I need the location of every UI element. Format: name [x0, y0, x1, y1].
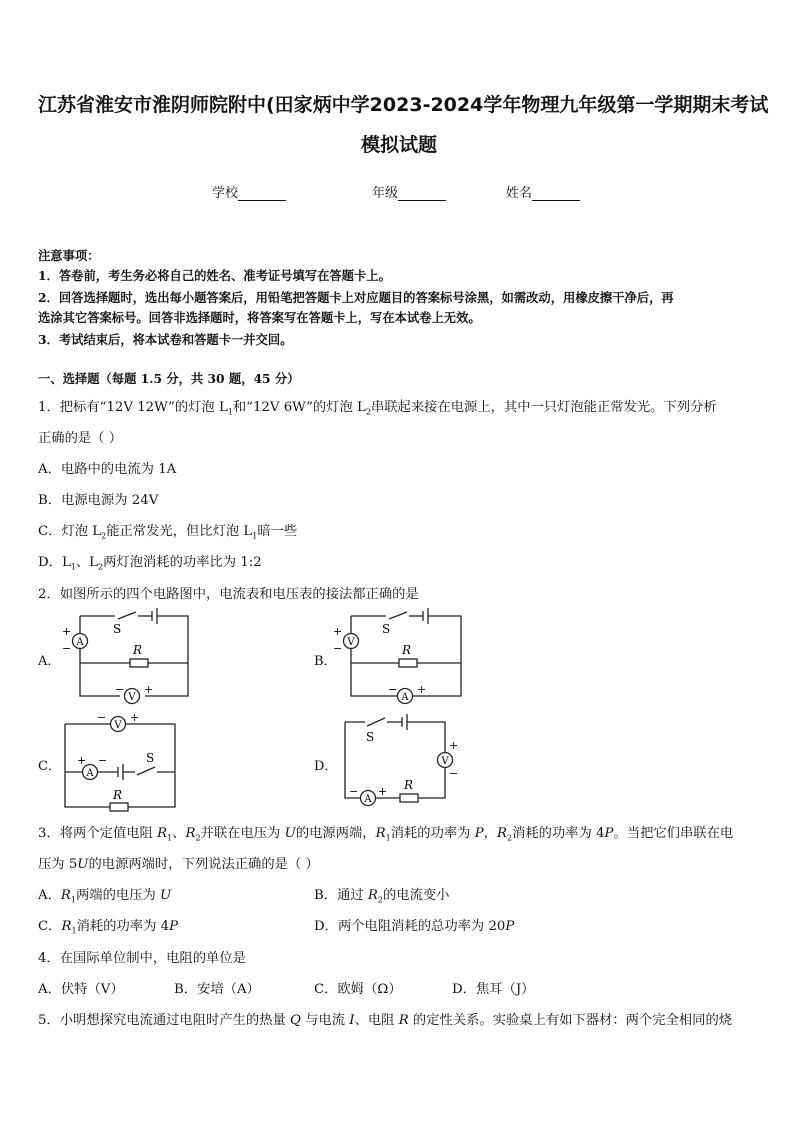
svg-text:−: −: [349, 785, 359, 798]
q4-option-c: C．欧姆（Ω）: [314, 982, 402, 997]
q2-label-c: C．: [38, 759, 61, 774]
section-heading: 一、选择题（每题 1.5 分，共 30 题，45 分）: [38, 371, 300, 386]
q4-stem: 4．在国际单位制中，电阻的单位是: [38, 951, 246, 966]
q1-stem-line2: 正确的是（ ）: [38, 431, 123, 446]
q4-option-a: A．伏特（V）: [38, 982, 124, 997]
ammeter-symbol: A: [76, 637, 84, 648]
q2-label-b: B．: [314, 654, 337, 669]
svg-text:+: +: [144, 683, 154, 696]
svg-text:+: +: [449, 739, 459, 752]
voltmeter-symbol: V: [128, 692, 136, 703]
page-title-line2: 模拟试题: [361, 134, 438, 156]
ammeter-symbol: A: [86, 768, 94, 779]
page-title: 江苏省淮安市淮阴师院附中(田家炳中学2023-2024学年物理九年级第一学期期末考试: [38, 94, 769, 116]
q1-stem: 1．把标有“12V 12W”的灯泡 $L_1$和“12V 6W”的灯泡 $L_2$串联起来接在电源上，其中一只灯泡能正常发光。下列分析: [38, 400, 717, 417]
voltmeter-symbol: V: [347, 637, 355, 648]
q5-stem: 5．小明想探究电流通过电阻时产生的热量 Q 与电流 I、电阻 R 的定性关系。实验桌上有如下器材：两个完全相同的烧: [38, 1013, 733, 1028]
q1-option-c: C．灯泡 $L_2$能正常发光，但比灯泡 $L_1$暗一些: [38, 524, 298, 541]
voltmeter-symbol: V: [441, 756, 449, 767]
q2-stem: 2．如图所示的四个电路图中，电流表和电压表的接法都正确的是: [38, 587, 419, 602]
svg-text:+: +: [77, 754, 87, 767]
notes-item-3: 3．考试结束后，将本试卷和答题卡一并交回。: [38, 332, 293, 347]
notes-item-2-line1: 2．回答选择题时，选出每小题答案后，用铅笔把答题卡上对应题目的答案标号涂黑，如需改动，用橡皮擦干净后，再: [38, 290, 674, 305]
q3-option-b: B．通过 $R_2$的电流变小: [314, 888, 450, 905]
q1-option-d: D．$L_1$、$L_2$两灯泡消耗的功率比为 1:2: [38, 555, 262, 572]
svg-text:−: −: [98, 754, 108, 767]
resistor-label: R: [133, 643, 143, 657]
svg-text:−: −: [115, 683, 125, 696]
q3-option-c: C．$R_1$消耗的功率为 4P: [38, 919, 179, 936]
resistor-label: R: [402, 643, 412, 657]
svg-text:+: +: [417, 683, 427, 696]
svg-text:+: +: [378, 785, 388, 798]
svg-text:−: −: [333, 642, 343, 655]
switch-label: S: [146, 751, 155, 765]
notes-item-2-line2: 选涂其它答案标号。回答非选择题时，将答案写在答题卡上，写在本试卷上无效。: [38, 310, 481, 325]
svg-text:−: −: [62, 642, 72, 655]
svg-text:−: −: [97, 711, 107, 724]
svg-text:+: +: [62, 625, 72, 638]
grade-label: 年级: [372, 186, 399, 201]
q3-stem-line2: 压为 5U的电源两端时，下列说法正确的是（ ）: [38, 857, 319, 872]
name-field: [506, 182, 580, 201]
switch-label: S: [366, 730, 375, 744]
resistor-label: R: [113, 788, 123, 802]
circuit-a-diagram: [60, 608, 200, 703]
grade-field: [372, 182, 446, 201]
svg-text:+: +: [333, 625, 343, 638]
q2-label-d: D．: [314, 759, 338, 774]
ammeter-symbol: A: [401, 692, 409, 703]
q3-stem: 3．将两个定值电阻 $R_1$、$R_2$并联在电压为 U的电源两端，$R_1$消耗的功率为 P，$R_2$消耗的功率为 4P。当把它们串联在电: [38, 826, 734, 843]
q4-option-d: D．焦耳（J）: [452, 982, 535, 997]
q3-option-a: A．$R_1$两端的电压为 U: [38, 888, 172, 905]
q1-option-a: A．电路中的电流为 1A: [38, 462, 177, 477]
name-label: 姓名: [506, 186, 533, 201]
school-field: [212, 182, 286, 201]
ammeter-symbol: A: [364, 794, 372, 805]
q3-option-d: D．两个电阻消耗的总功率为 20P: [314, 919, 515, 934]
switch-label: S: [113, 622, 122, 636]
svg-text:+: +: [130, 711, 140, 724]
switch-label: S: [382, 622, 391, 636]
circuit-d-diagram: [340, 712, 465, 812]
notes-heading: 注意事项：: [38, 248, 100, 263]
q4-option-b: B．安培（A）: [174, 982, 260, 997]
svg-text:−: −: [388, 683, 398, 696]
circuit-c-diagram: [60, 712, 180, 812]
notes-item-1: 1．答卷前，考生务必将自己的姓名、准考证号填写在答题卡上。: [38, 268, 391, 283]
svg-text:−: −: [449, 767, 459, 780]
q2-label-a: A．: [38, 654, 61, 669]
q1-option-b: B．电源电源为 24V: [38, 493, 159, 508]
resistor-label: R: [404, 778, 414, 792]
voltmeter-symbol: V: [114, 720, 122, 731]
school-label: 学校: [212, 186, 239, 201]
circuit-b-diagram: [331, 608, 471, 703]
